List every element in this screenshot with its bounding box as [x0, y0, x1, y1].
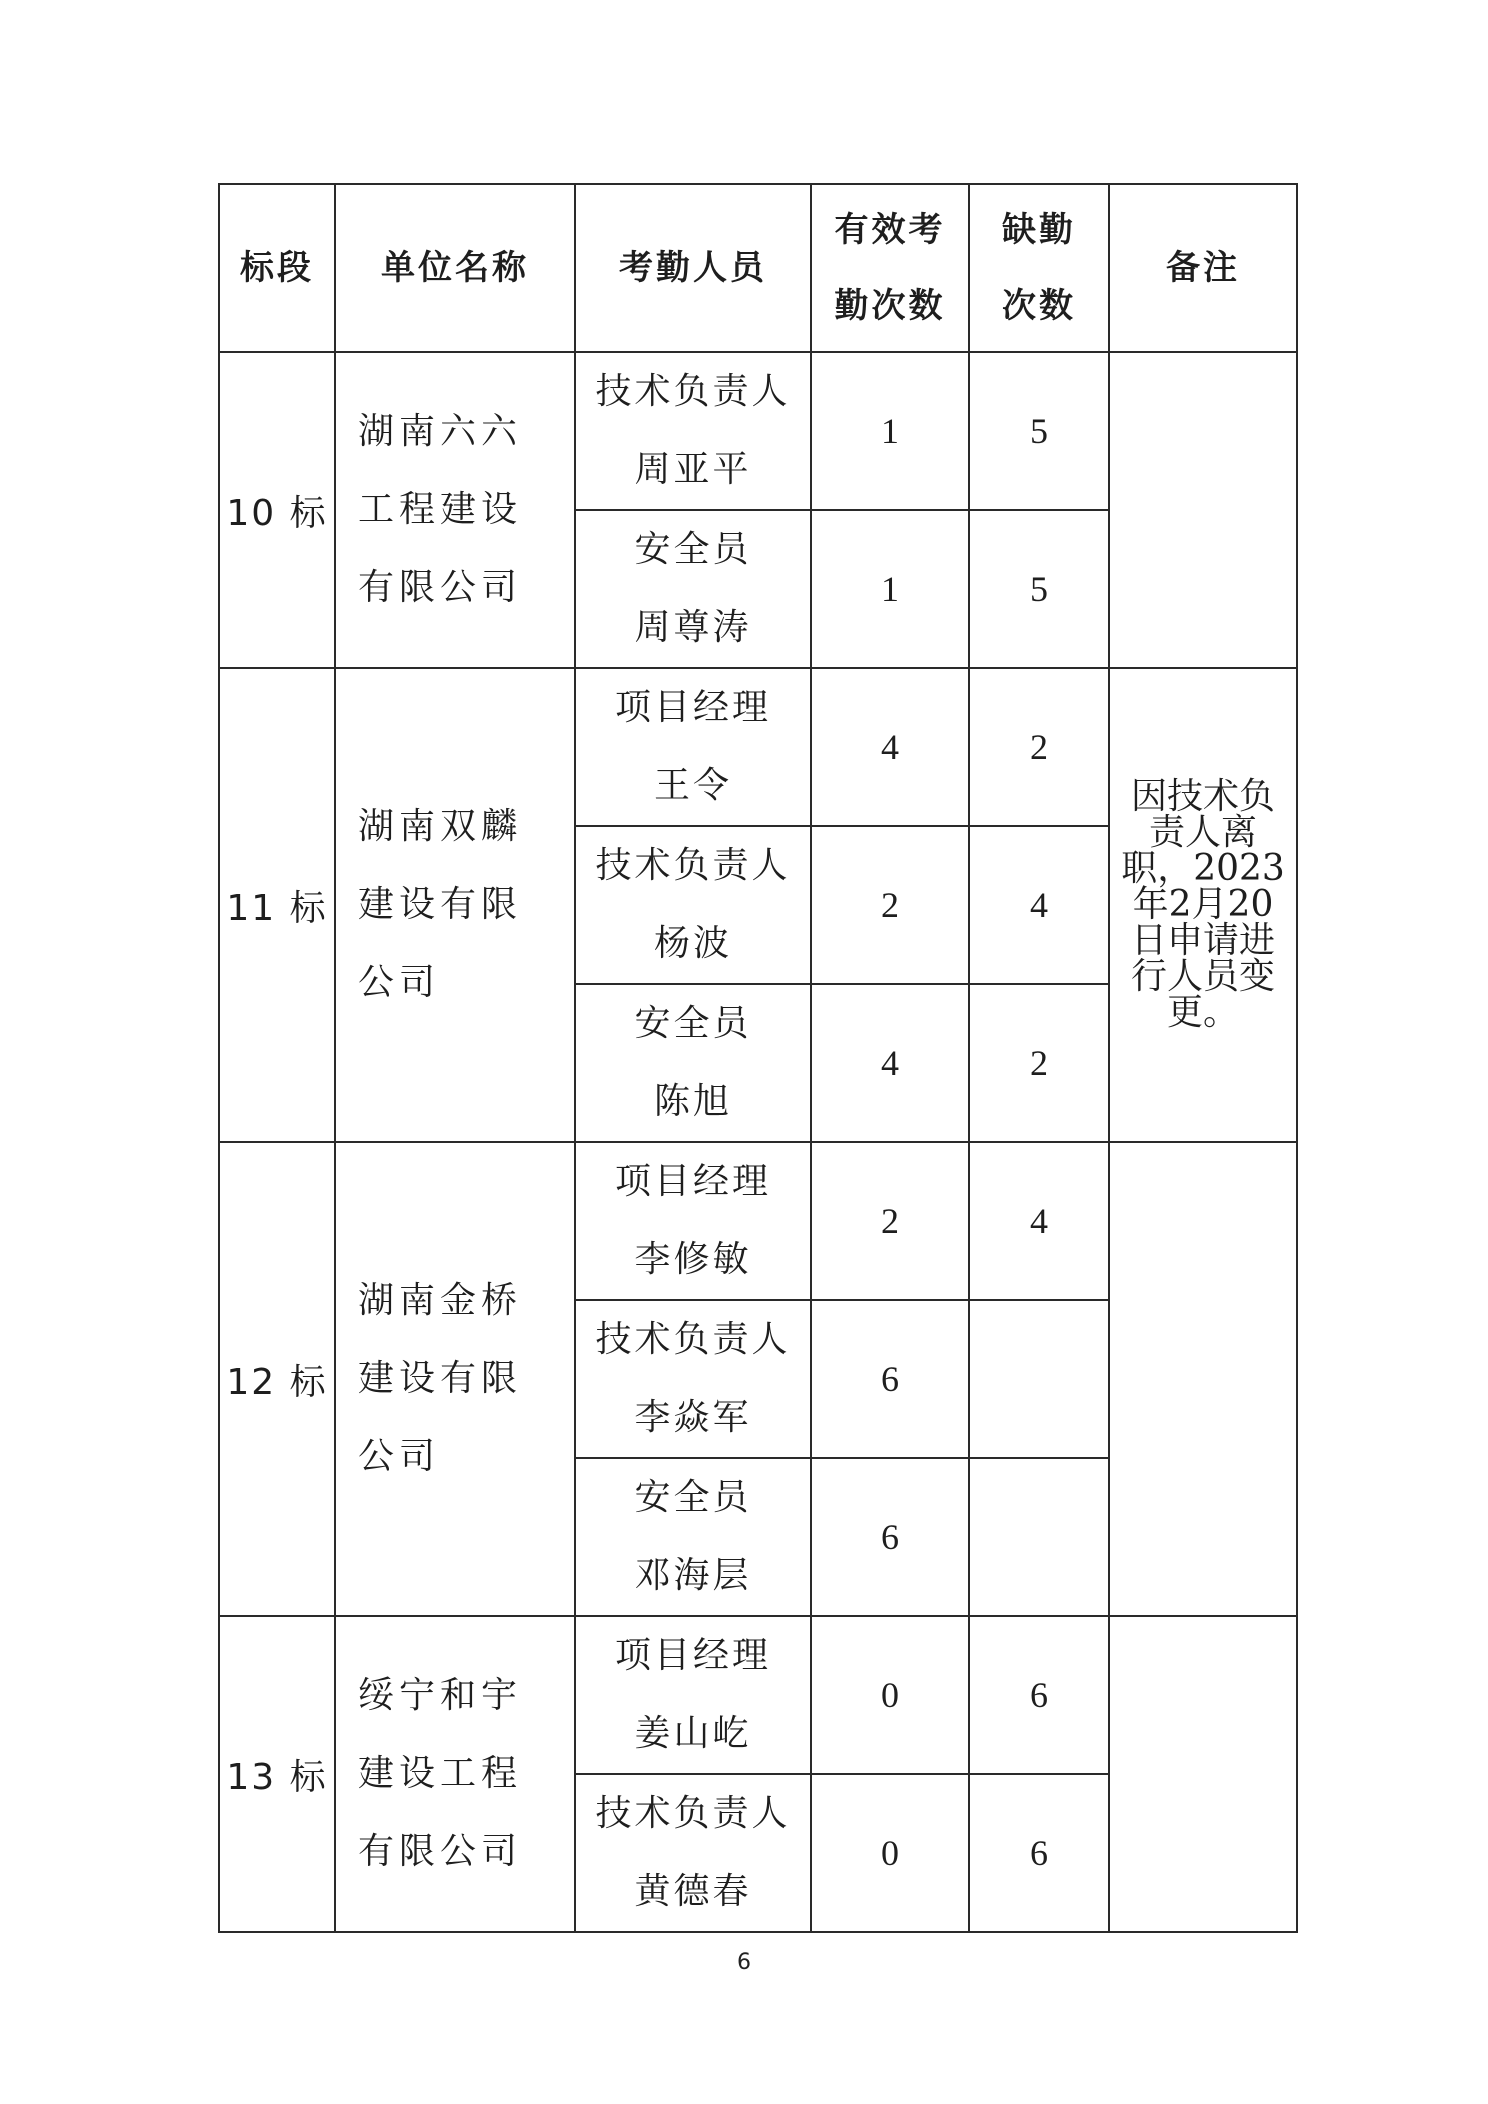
absent-count-cell: 2 — [969, 984, 1109, 1142]
person-role: 项目经理 — [614, 1161, 771, 1202]
absent-count-cell: 5 — [969, 510, 1109, 668]
person-role: 技术负责人 — [595, 1793, 791, 1834]
unit-cell: 湖南金桥建设有限公司 — [335, 1142, 575, 1616]
table-row — [219, 352, 1297, 510]
person-cell — [575, 826, 811, 984]
person-role: 安全员 — [634, 529, 752, 570]
person-role: 安全员 — [634, 1477, 752, 1518]
person-cell — [575, 984, 811, 1142]
person-role: 项目经理 — [614, 1635, 771, 1676]
table-row — [219, 668, 1297, 826]
person-role: 项目经理 — [614, 687, 771, 728]
person-name: 周尊涛 — [634, 607, 752, 648]
absent-count-cell: 2 — [969, 668, 1109, 826]
person-cell — [575, 510, 811, 668]
header-person: 考勤人员 — [575, 184, 811, 352]
absent-count-cell — [969, 1300, 1109, 1458]
person-name: 杨波 — [653, 923, 732, 964]
valid-count-cell: 1 — [811, 352, 969, 510]
absent-count-cell: 6 — [969, 1616, 1109, 1774]
absent-count-cell: 5 — [969, 352, 1109, 510]
valid-count-cell: 6 — [811, 1300, 969, 1458]
header-note: 备注 — [1109, 184, 1297, 352]
valid-count-cell: 1 — [811, 510, 969, 668]
page-number: 6 — [737, 1950, 751, 1975]
valid-count-cell: 0 — [811, 1774, 969, 1932]
table-row — [219, 1142, 1297, 1300]
person-name: 陈旭 — [653, 1081, 732, 1122]
person-cell — [575, 352, 811, 510]
table-row — [219, 1616, 1297, 1774]
header-absent-line2: 次数 — [1002, 286, 1076, 326]
header-valid-line1: 有效考 — [834, 210, 946, 250]
person-role: 技术负责人 — [595, 845, 791, 886]
section-cell: 10 标 — [219, 352, 335, 668]
unit-cell: 湖南六六工程建设有限公司 — [335, 352, 575, 668]
person-cell — [575, 1616, 811, 1774]
note-cell — [1109, 1142, 1297, 1616]
header-unit: 单位名称 — [335, 184, 575, 352]
person-cell — [575, 668, 811, 826]
valid-count-cell: 2 — [811, 826, 969, 984]
absent-count-cell: 4 — [969, 1142, 1109, 1300]
person-cell — [575, 1300, 811, 1458]
section-cell: 11 标 — [219, 668, 335, 1142]
unit-cell: 绥宁和宇建设工程有限公司 — [335, 1616, 575, 1932]
person-name: 邓海层 — [634, 1555, 752, 1596]
person-cell — [575, 1142, 811, 1300]
note-cell — [1109, 352, 1297, 668]
valid-count-cell: 4 — [811, 984, 969, 1142]
header-valid-count — [811, 184, 969, 352]
valid-count-cell: 6 — [811, 1458, 969, 1616]
attendance-table — [218, 183, 1298, 1933]
person-name: 姜山屹 — [634, 1713, 752, 1754]
absent-count-cell: 4 — [969, 826, 1109, 984]
person-role: 技术负责人 — [595, 1319, 791, 1360]
section-cell: 12 标 — [219, 1142, 335, 1616]
valid-count-cell: 4 — [811, 668, 969, 826]
person-cell — [575, 1458, 811, 1616]
person-role: 安全员 — [634, 1003, 752, 1044]
absent-count-cell: 6 — [969, 1774, 1109, 1932]
section-cell: 13 标 — [219, 1616, 335, 1932]
note-cell — [1109, 1616, 1297, 1932]
person-cell — [575, 1774, 811, 1932]
header-valid-line2: 勤次数 — [834, 286, 946, 326]
absent-count-cell — [969, 1458, 1109, 1616]
table-header-row — [219, 184, 1297, 352]
valid-count-cell: 2 — [811, 1142, 969, 1300]
person-name: 周亚平 — [634, 449, 752, 490]
person-name: 黄德春 — [634, 1871, 752, 1912]
person-role: 技术负责人 — [595, 371, 791, 412]
person-name: 王令 — [653, 765, 732, 806]
header-section: 标段 — [219, 184, 335, 352]
valid-count-cell: 0 — [811, 1616, 969, 1774]
person-name: 李焱军 — [634, 1397, 752, 1438]
unit-cell: 湖南双麟建设有限公司 — [335, 668, 575, 1142]
note-cell: 因技术负责人离职，2023年2月20日申请进行人员变更。 — [1109, 668, 1297, 1142]
header-absent-line1: 缺勤 — [1002, 210, 1076, 250]
header-absent-count — [969, 184, 1109, 352]
person-name: 李修敏 — [634, 1239, 752, 1280]
